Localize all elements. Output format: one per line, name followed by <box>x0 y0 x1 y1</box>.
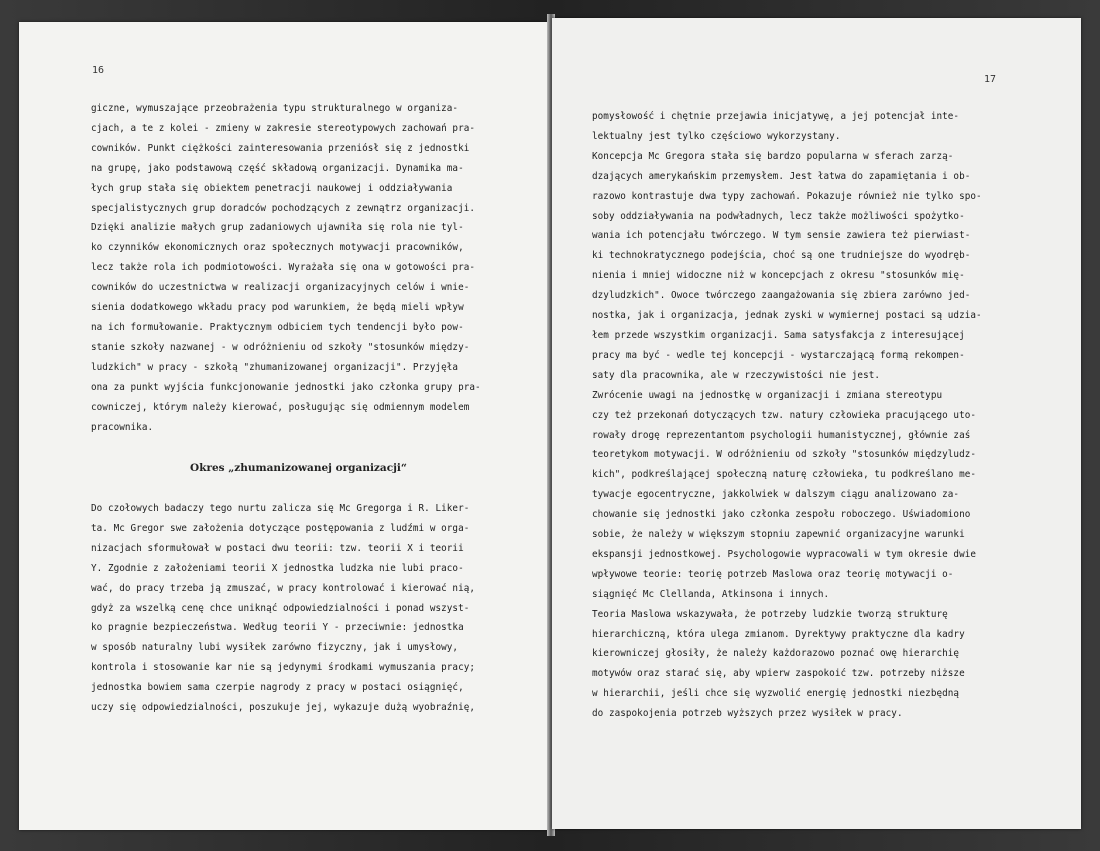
text-line: siągnięć Mc Clellanda, Atkinsona i innych. <box>592 588 830 600</box>
text-line: motywów oraz starać się, aby wpierw zaspokoić tzw. potrzeby niższe <box>592 668 965 680</box>
text-line: stanie szkoły nazwanej - w odróżnieniu od szkoły "stosunków między- <box>91 341 470 353</box>
text-line: hierarchiczną, która ulega zmianom. Dyrektywy praktyczne dla kadry <box>592 628 965 640</box>
text-line: chowanie się jednostki jako członka zespołu roboczego. Uświadomiono <box>592 509 971 521</box>
text-line: saty dla pracownika, ale w rzeczywistości nie jest. <box>592 369 881 381</box>
text-line: pracy ma być - wedle tej koncepcji - wystarczającą formą rekompen- <box>592 349 965 361</box>
text-line: rowały drogę reprezentantom psychologii humanistycznej, głównie zaś <box>592 429 971 441</box>
text-line: w hierarchii, jeśli chce się wyzwolić energię jednostki niezbędną <box>592 688 960 700</box>
text-line: nostka, jak i organizacja, jednak zyski w wymiernej postaci są udzia- <box>592 310 982 322</box>
text-line: gdyż za wszelką cenę chce uniknąć odpowiedzialności i ponad wszyst- <box>91 602 470 614</box>
text-line: Dzięki analizie małych grup zadaniowych ujawniła się rola nie tyl- <box>91 222 464 234</box>
right-paragraph <box>592 107 1014 724</box>
text-line: teoretykom motywacji. W odróżnieniu od szkoły "stosunków międzyludz- <box>592 449 977 461</box>
text-line: pracownika. <box>91 421 154 433</box>
text-line: pomysłowość i chętnie przejawia inicjatywę, a jej potencjał inte- <box>592 111 960 122</box>
text-line: cowników do uczestnictwa w realizacji organizacyjnych celów i wnie- <box>91 282 470 294</box>
text-line: kierowniczej głosiły, że należy każdorazowo poznać owę hierarchię <box>592 648 960 660</box>
text-line: czy też przekonań dotyczących tzw. natury człowieka pracującego uto- <box>592 409 977 421</box>
text-line: na grupę, jako podstawową część składową organizacji. Dynamika ma- <box>91 162 464 174</box>
text-line: kontrola i stosowanie kar nie są jedynymi środkami wymuszania pracy; <box>91 662 476 674</box>
text-line: ko pragnie bezpieczeństwa. Według teorii Y - przeciwnie: jednostka <box>91 622 464 634</box>
text-line: łem przede wszystkim organizacji. Sama satysfakcja z interesującej <box>592 329 965 341</box>
section-heading: Okres „zhumanizowanej organizacji“ <box>190 462 407 474</box>
text-line: ludzkich" w pracy - szkołą "zhumanizowanej organizacji". Przyjęła <box>91 361 459 373</box>
text-line: Do czołowych badaczy tego nurtu zalicza się Mc Gregorga i R. Liker- <box>91 503 470 514</box>
text-line: lektualny jest tylko częściowo wykorzystany. <box>592 130 841 142</box>
page-number-right: 17 <box>984 74 997 85</box>
text-line: soby oddziaływania na podwładnych, lecz także możliwości spożytko- <box>592 210 965 222</box>
text-line: tywacje egocentryczne, jakkolwiek w dalszym ciągu analizowano za- <box>592 489 960 501</box>
left-paragraph-1 <box>91 99 506 437</box>
left-page <box>19 22 550 830</box>
text-line: wpływowe teorie: teorię potrzeb Maslowa oraz teorię motywacji o- <box>592 568 954 580</box>
text-line: nienia i mniej widoczne niż w koncepcjach z okresu "stosunków mię- <box>592 270 965 282</box>
text-line: wania ich potencjału twórczego. W tym sensie zawiera też pierwiast- <box>592 230 971 242</box>
text-line: razowo kontrastuje dwa typy zachowań. Pokazuje również nie tylko spo- <box>592 190 982 202</box>
text-line: Zwrócenie uwagi na jednostkę w organizacji i zmiana stereotypu <box>592 389 943 401</box>
text-line: cjach, a te z kolei - zmieny w zakresie stereotypowych zachowań pra- <box>91 122 476 134</box>
text-line: na ich formułowanie. Praktycznym odbiciem tych tendencji było pow- <box>91 321 464 333</box>
text-line: wać, do pracy trzeba ją zmuszać, w pracy kontrolować i kierować nią, <box>91 582 476 594</box>
text-line: kich", podkreślającej społeczną naturę człowieka, tu podkreślano me- <box>592 469 977 481</box>
left-paragraph-2 <box>91 499 506 718</box>
text-line: Teoria Maslowa wskazywała, że potrzeby ludzkie tworzą strukturę <box>592 608 948 620</box>
text-line: sobie, że należy w większym stopniu zapewnić organizacyjne warunki <box>592 529 965 541</box>
text-line: łych grup stała się obiektem penetracji naukowej i oddziaływania <box>91 182 453 194</box>
text-line: ki technokratycznego podejścia, choć są one trudniejsze do wyodręb- <box>592 250 971 262</box>
page-number-left: 16 <box>92 65 105 76</box>
text-line: cowników. Punkt ciężkości zainteresowania przeniósł się z jednostki <box>91 142 470 154</box>
text-line: ta. Mc Gregor swe założenia dotyczące postępowania z ludźmi w orga- <box>91 522 470 534</box>
right-page <box>552 18 1081 829</box>
text-line: w sposób naturalny lubi wysiłek zarówno fizyczny, jak i umysłowy, <box>91 642 459 654</box>
text-line: uczy się odpowiedzialności, poszukuje jej, wykazuje dużą wyobraźnię, <box>91 702 476 714</box>
text-line: Koncepcja Mc Gregora stała się bardzo popularna w sferach zarzą- <box>592 150 954 162</box>
text-line: Y. Zgodnie z założeniami teorii X jednostka ludzka nie lubi praco- <box>91 562 464 574</box>
text-line: lecz także rola ich podmiotowości. Wyrażała się ona w gotowości pra- <box>91 262 476 274</box>
text-line: giczne, wymuszające przeobrażenia typu strukturalnego w organiza- <box>91 103 459 114</box>
text-line: cowniczej, którym należy kierować, posługując się odmiennym modelem <box>91 401 470 413</box>
text-line: ekspansji jednostkowej. Psychologowie wypracowali w tym okresie dwie <box>592 548 977 560</box>
text-line: ona za punkt wyjścia funkcjonowanie jednostki jako członka grupy pra- <box>91 381 481 393</box>
text-line: dzyludzkich". Owoce twórczego zaangażowania się zbiera zarówno jed- <box>592 290 971 302</box>
text-line: ko czynników ekonomicznych oraz społecznych motywacji pracowników, <box>91 242 464 254</box>
text-line: do zaspokojenia potrzeb wyższych przez wysiłek w pracy. <box>592 708 903 720</box>
text-line: nizacjach sformułował w postaci dwu teorii: tzw. teorii X i teorii <box>91 542 464 554</box>
text-line: jednostka bowiem sama czerpie nagrody z pracy w postaci osiągnięć, <box>91 682 464 694</box>
text-line: specjalistycznych grup doradców pochodzących z zewnątrz organizacji. <box>91 202 476 214</box>
text-line: dzających amerykańskim przemysłem. Jest łatwa do zapamiętania i ob- <box>592 170 971 182</box>
text-line: sienia dodatkowego wkładu pracy pod warunkiem, że będą mieli wpływ <box>91 302 464 314</box>
